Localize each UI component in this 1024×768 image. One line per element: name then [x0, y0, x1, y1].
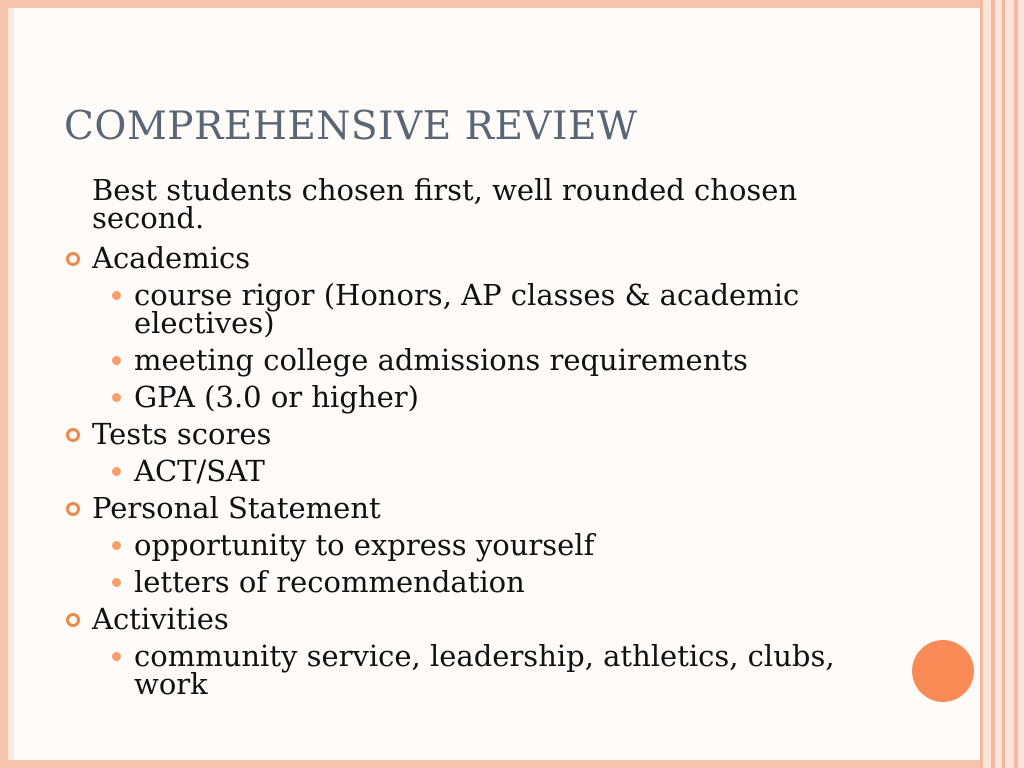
bullet-text: course rigor (Honors, AP classes & academic electives) [134, 278, 800, 340]
dot-bullet-icon [112, 356, 121, 365]
slide-body [60, 173, 860, 707]
ring-bullet-icon [66, 252, 80, 266]
bullet-level1 [60, 417, 860, 451]
ring-bullet-icon [66, 428, 80, 442]
slide-title: COMPREHENSIVE REVIEW [64, 104, 638, 149]
right-stripe [983, 0, 991, 768]
left-border [0, 0, 8, 768]
bullet-level2 [60, 278, 860, 340]
bullet-text: meeting college admissions requirements [134, 343, 748, 377]
top-border [0, 0, 980, 8]
bullet-level1 [60, 241, 860, 275]
bullet-text: ACT/SAT [134, 454, 265, 488]
bullet-level1 [60, 491, 860, 525]
bullet-text: community service, leadership, athletics, clubs, work [134, 639, 835, 701]
bullet-level2 [60, 454, 860, 488]
right-stripe [995, 0, 1002, 768]
intro-text: Best students chosen first, well rounded chosen second. [92, 173, 798, 235]
dot-bullet-icon [112, 393, 121, 402]
dot-bullet-icon [112, 291, 121, 300]
bullet-text: letters of recommendation [134, 565, 525, 599]
right-stripe [1018, 0, 1024, 768]
dot-bullet-icon [112, 541, 121, 550]
right-stripe [1005, 0, 1014, 768]
bullet-level2 [60, 380, 860, 414]
decorative-circle [912, 640, 974, 702]
bullet-level2 [60, 565, 860, 599]
section-heading: Tests scores [92, 417, 272, 451]
left-border-inner [8, 0, 14, 768]
dot-bullet-icon [112, 652, 121, 661]
bullet-level2 [60, 639, 860, 701]
bullet-text: GPA (3.0 or higher) [134, 380, 419, 414]
section-heading: Personal Statement [92, 491, 381, 525]
bullet-level1 [60, 602, 860, 636]
ring-bullet-icon [66, 502, 80, 516]
section-heading: Academics [92, 241, 251, 275]
dot-bullet-icon [112, 578, 121, 587]
section-heading: Activities [92, 602, 229, 636]
dot-bullet-icon [112, 467, 121, 476]
bullet-text: opportunity to express yourself [134, 528, 595, 562]
bullet-level2 [60, 343, 860, 377]
bullet-level2 [60, 528, 860, 562]
bottom-border [0, 760, 980, 768]
ring-bullet-icon [66, 613, 80, 627]
